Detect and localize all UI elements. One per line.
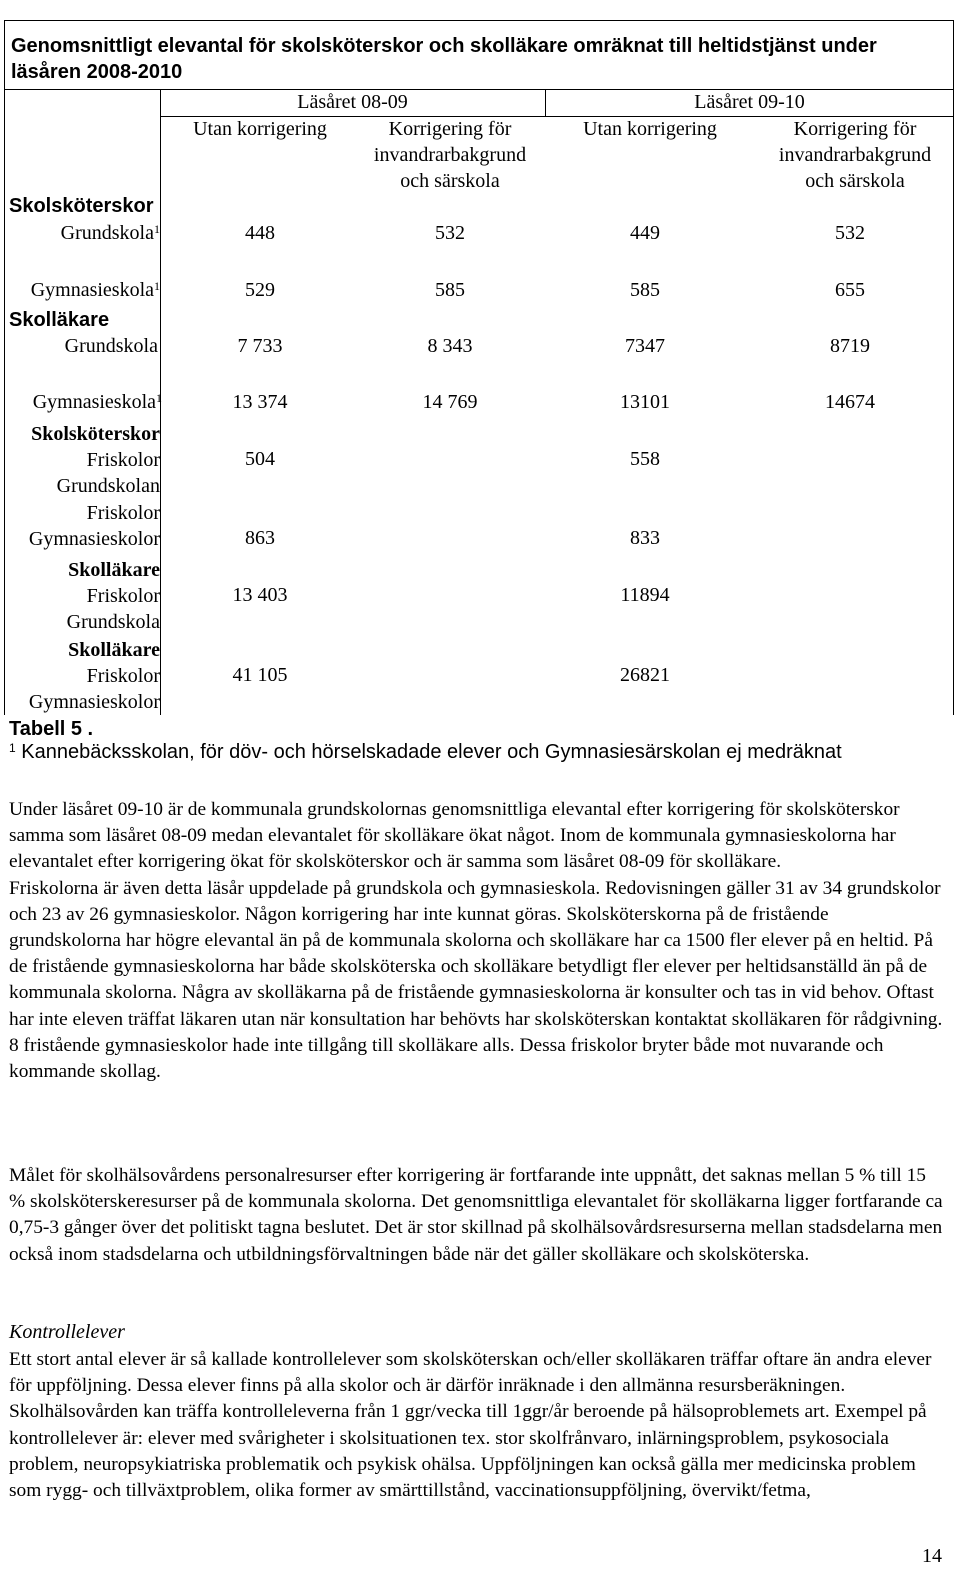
table-cell: 448 (245, 222, 275, 244)
column-header-line: Korrigering för (793, 118, 917, 140)
column-header (340, 116, 560, 194)
table-cell: 13101 (620, 391, 670, 413)
column-header-line: och särskola (805, 170, 905, 192)
footnote-marker: 1 (154, 222, 160, 236)
paragraph-goal (9, 1163, 944, 1268)
group-label: Skolläkare (9, 309, 110, 331)
year-header-0910: Läsåret 09-10 (694, 91, 805, 113)
table-cell: 585 (435, 279, 465, 301)
table-cell: 14674 (825, 391, 875, 413)
row-label (33, 391, 162, 414)
table-cell: 14 769 (422, 391, 478, 413)
table-cell: 558 (630, 448, 660, 470)
table-cell: 585 (630, 279, 660, 301)
friskola-label-line: Grundskola (66, 611, 160, 633)
footnote-text: Kannebäcksskolan, för döv- och hörselskadade elever och Gymnasiesärskolan ej medräknat (21, 741, 842, 763)
friskola-label-line: Friskolor (86, 665, 160, 687)
paragraph-line: Under läsåret 09-10 är de kommunala grundskolornas genomsnittliga elevantal efter korrigering för skolsköterskor samma som läsåret 08-09 medan elevantalet för skolläkare ökat något. Inom de kommunala gymnasieskolorna har elevantalet efter korrigering ökat för skolsköterskor och är samma som läsåret 08-09 för skolläkare. (9, 799, 900, 873)
column-header (545, 116, 755, 142)
table-cell: 504 (245, 448, 275, 470)
friskola-label-line: Skolläkare (68, 559, 160, 581)
row-label-text: Gymnasieskola (30, 279, 154, 301)
table-cell: 532 (835, 222, 865, 244)
row-label (31, 279, 160, 302)
page-number: 14 (922, 1545, 942, 1567)
column-header-line: invandrarbakgrund (778, 144, 932, 166)
paragraph-kontrollelever (9, 1347, 944, 1504)
table-cell: 833 (630, 527, 660, 549)
column-header-line: Utan korrigering (193, 118, 327, 140)
table-caption: Tabell 5 . (9, 718, 94, 740)
column-header-line: Korrigering för (388, 118, 512, 140)
friskola-label (31, 421, 160, 499)
friskola-label-line: Skolsköterskor (31, 423, 160, 445)
table-cell: 7 733 (237, 335, 283, 357)
group-label: Skolsköterskor (9, 195, 154, 217)
year-header-0809: Läsåret 08-09 (297, 91, 408, 113)
table-cell: 655 (835, 279, 865, 301)
table-cell: 8719 (830, 335, 870, 357)
table-cell: 8 343 (427, 335, 473, 357)
footnote-marker: 1 (156, 391, 162, 405)
column-header-line: Utan korrigering (583, 118, 717, 140)
table-cell: 7347 (625, 335, 665, 357)
section-heading-kontrollelever: Kontrollelever (9, 1321, 125, 1343)
row-label-text: Grundskola (60, 222, 154, 244)
friskola-label-line: Grundskolan (56, 475, 160, 497)
table-cell: 11894 (620, 584, 670, 606)
friskola-label-line: Friskolor (86, 585, 160, 607)
row-label-text: Gymnasieskola (32, 391, 156, 413)
friskola-label-line: Friskolor (86, 449, 160, 471)
column-header (180, 116, 340, 142)
row-label (65, 335, 158, 358)
column-header-line: och särskola (400, 170, 500, 192)
friskola-label (29, 637, 160, 715)
friskola-label-line: Gymnasieskolor (28, 691, 160, 713)
table-cell: 13 403 (232, 584, 288, 606)
row-label (61, 222, 160, 245)
footnote-marker: 1 (154, 279, 160, 293)
table-cell: 449 (630, 222, 660, 244)
paragraph-line: Friskolorna är även detta läsår uppdelade på grundskola och gymnasieskola. Redovisningen gäller 31 av 34 grundskolor och 23 av 26 gymnasieskolor. Någon korrigering har inte kunnat göras. Skolsköterskorna på de fristående grundskolorna har högre elevantal än på de kommunala skolorna och skolläkare har ca 1500 fler elever på en heltid. På de fristående gymnasieskolorna har både skolsköterska och skolläkare betydligt fler elever per heltidsanställd än på de kommunala skolorna. Några av skolläkarna på de fristående gymnasieskolorna är konsulter och tas in vid behov. Oftast har inte eleven träffat läkaren utan när konsultation har behövts har skolsköterskan kontaktat skolläkaren för rådgivning. 8 fristående gymnasieskolor hade inte tillgång till skolläkare alls. Dessa friskolor bryter både mot nuvarande och kommande skollag. (9, 877, 943, 1083)
row-label-text: Grundskola (64, 335, 158, 357)
paragraph-analysis (9, 797, 944, 1085)
table-title: Genomsnittligt elevantal för skolsköterskor och skolläkare omräknat till heltidstjänst under läsåren 2008-2010 (11, 35, 877, 83)
table-cell: 532 (435, 222, 465, 244)
friskola-label (67, 557, 160, 635)
column-header (760, 116, 950, 194)
table-cell: 13 374 (232, 391, 288, 413)
table-cell: 863 (245, 527, 275, 549)
friskola-label-line: Skolläkare (68, 639, 160, 661)
table-cell: 529 (245, 279, 275, 301)
footnote-marker: 1 (9, 741, 16, 755)
friskola-label-line: Friskolor (86, 502, 160, 524)
column-header-line: invandrarbakgrund (373, 144, 527, 166)
table-footnote (9, 741, 842, 764)
friskola-label-line: Gymnasieskolor (28, 528, 160, 550)
table-cell: 41 105 (232, 664, 288, 686)
table-cell: 26821 (620, 664, 670, 686)
friskola-label (29, 500, 160, 552)
paragraph-line: Målet för skolhälsovårdens personalresurser efter korrigering är fortfarande inte uppnått, det saknas mellan 5 % till 15 % skolsköterskeresurser på de kommunala skolorna. Det genomsnittliga elevantalet för skolläkarna ligger fortfarande ca 0,75-3 gånger över det politiskt tagna beslutet. Det är stor skillnad på skolhälsovårdsresurserna mellan stadsdelarna men också inom stadsdelarna och utbildningsförvaltningen både när det gäller skolläkare och skolsköterska. (9, 1165, 943, 1265)
paragraph-line: Ett stort antal elever är så kallade kontrollelever som skolsköterskan och/eller skolläkaren träffar oftare än andra elever för uppföljning. Dessa elever finns på alla skolor och är därför inräknade i den allmänna resursberäkningen. Skolhälsovården kan träffa kontrolleleverna från 1 ggr/vecka till 1ggr/år beroende på hälsoproblemets art. Exempel på kontrollelever är: elever med svårigheter i skolsituationen tex. stor skolfrånvaro, inlärningsproblem, psykosociala problem, neuropsykiatriska problematik och psykisk ohälsa. Uppföljningen kan också gälla mer medicinska problem som rygg- och tillväxtproblem, olika former av smärttillstånd, vaccinationsuppföljning, övervikt/fetma, (9, 1349, 932, 1502)
